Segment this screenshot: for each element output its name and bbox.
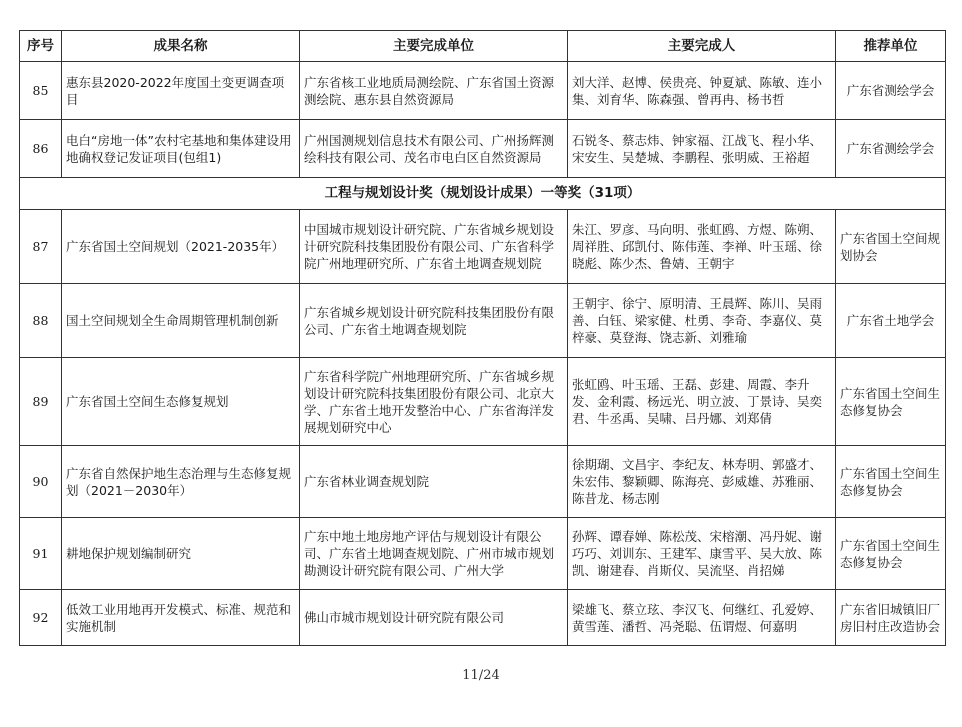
row-no: 87	[20, 210, 62, 284]
row-units: 广东省林业调查规划院	[300, 446, 568, 518]
row-recommender: 广东省土地学会	[836, 284, 946, 358]
header-recommender: 推荐单位	[836, 31, 946, 62]
row-units: 中国城市规划设计研究院、广东省城乡规划设计研究院科技集团股份有限公司、广东省科学院广州地理研究所、广东省土地调查规划院	[300, 210, 568, 284]
row-people: 石锐冬、蔡志炜、钟家福、江战飞、程小华、宋安生、吴楚城、李鹏程、张明威、王裕超	[568, 120, 836, 178]
header-units: 主要完成单位	[300, 31, 568, 62]
row-units: 广东中地土地房地产评估与规划设计有限公司、广东省土地调查规划院、广州市城市规划勘测设计研究院有限公司、广州大学	[300, 518, 568, 590]
header-people: 主要完成人	[568, 31, 836, 62]
row-no: 85	[20, 62, 62, 120]
row-no: 91	[20, 518, 62, 590]
row-name: 低效工业用地再开发模式、标准、规范和实施机制	[62, 590, 300, 646]
row-people: 徐期瑚、文昌宇、李纪友、林寿明、郭盛才、朱宏伟、黎颖卿、陈海亮、彭威雄、苏雅丽、陈昔龙、杨志刚	[568, 446, 836, 518]
row-recommender: 广东省测绘学会	[836, 120, 946, 178]
table-row	[20, 446, 946, 518]
header-no: 序号	[20, 31, 62, 62]
document-page	[19, 30, 945, 646]
row-recommender: 广东省国土空间生态修复协会	[836, 518, 946, 590]
row-units: 广东省城乡规划设计研究院科技集团股份有限公司、广东省土地调查规划院	[300, 284, 568, 358]
section-row	[20, 178, 946, 210]
table-row	[20, 518, 946, 590]
table-row	[20, 284, 946, 358]
table-row	[20, 590, 946, 646]
row-units: 佛山市城市规划设计研究院有限公司	[300, 590, 568, 646]
row-recommender: 广东省国土空间规划协会	[836, 210, 946, 284]
awards-table	[19, 30, 946, 646]
page-number: 11/24	[462, 668, 500, 683]
header-name: 成果名称	[62, 31, 300, 62]
row-people: 梁雄飞、蔡立玹、李汉飞、何继红、孔爱婷、黄雪莲、潘哲、冯尧聪、伍谓煜、何嘉明	[568, 590, 836, 646]
row-people: 刘大洋、赵博、侯贵亮、钟夏斌、陈敏、连小集、刘育华、陈森强、曾再冉、杨书哲	[568, 62, 836, 120]
section-title: 工程与规划设计奖（规划设计成果）一等奖（31项）	[20, 178, 946, 210]
table-row	[20, 358, 946, 446]
row-people: 王朝宇、徐宁、原明清、王晨辉、陈川、吴雨善、白钰、梁家健、杜勇、李奇、李嘉仪、莫梓豪、莫登海、饶志新、刘雅瑜	[568, 284, 836, 358]
row-name: 广东省国土空间规划（2021-2035年）	[62, 210, 300, 284]
table-row	[20, 62, 946, 120]
row-recommender: 广东省旧城镇旧厂房旧村庄改造协会	[836, 590, 946, 646]
row-no: 86	[20, 120, 62, 178]
row-name: 国土空间规划全生命周期管理机制创新	[62, 284, 300, 358]
row-name: 广东省自然保护地生态治理与生态修复规划（2021－2030年）	[62, 446, 300, 518]
row-name: 电白“房地一体”农村宅基地和集体建设用地确权登记发证项目(包组1)	[62, 120, 300, 178]
row-units: 广东省核工业地质局测绘院、广东省国土资源测绘院、惠东县自然资源局	[300, 62, 568, 120]
row-units: 广州国测规划信息技术有限公司、广州扬辉测绘科技有限公司、茂名市电白区自然资源局	[300, 120, 568, 178]
row-people: 朱江、罗彦、马向明、张虹鸥、方煜、陈朔、周祥胜、邱凯付、陈伟莲、李禅、叶玉瑶、徐晓彪、陈少杰、鲁婧、王朝宇	[568, 210, 836, 284]
row-recommender: 广东省国土空间生态修复协会	[836, 446, 946, 518]
row-name: 惠东县2020-2022年度国土变更调查项目	[62, 62, 300, 120]
row-no: 88	[20, 284, 62, 358]
row-name: 广东省国土空间生态修复规划	[62, 358, 300, 446]
row-no: 90	[20, 446, 62, 518]
row-name: 耕地保护规划编制研究	[62, 518, 300, 590]
row-units: 广东省科学院广州地理研究所、广东省城乡规划设计研究院科技集团股份有限公司、北京大学、广东省土地开发整治中心、广东省海洋发展规划研究中心	[300, 358, 568, 446]
row-people: 张虹鸥、叶玉瑶、王磊、彭建、周霞、李升发、金利霞、杨远光、明立波、丁景诗、吴奕君、牛丞禹、吴啸、吕丹娜、刘郑倩	[568, 358, 836, 446]
row-people: 孙辉、谭春婵、陈松茂、宋榕潮、冯丹妮、谢巧巧、刘训东、王建军、康雪平、吴大放、陈凯、谢建春、肖斯仪、吴流坚、肖招娣	[568, 518, 836, 590]
row-recommender: 广东省测绘学会	[836, 62, 946, 120]
row-no: 92	[20, 590, 62, 646]
row-no: 89	[20, 358, 62, 446]
table-row	[20, 120, 946, 178]
table-header-row	[20, 31, 946, 62]
row-recommender: 广东省国土空间生态修复协会	[836, 358, 946, 446]
table-row	[20, 210, 946, 284]
